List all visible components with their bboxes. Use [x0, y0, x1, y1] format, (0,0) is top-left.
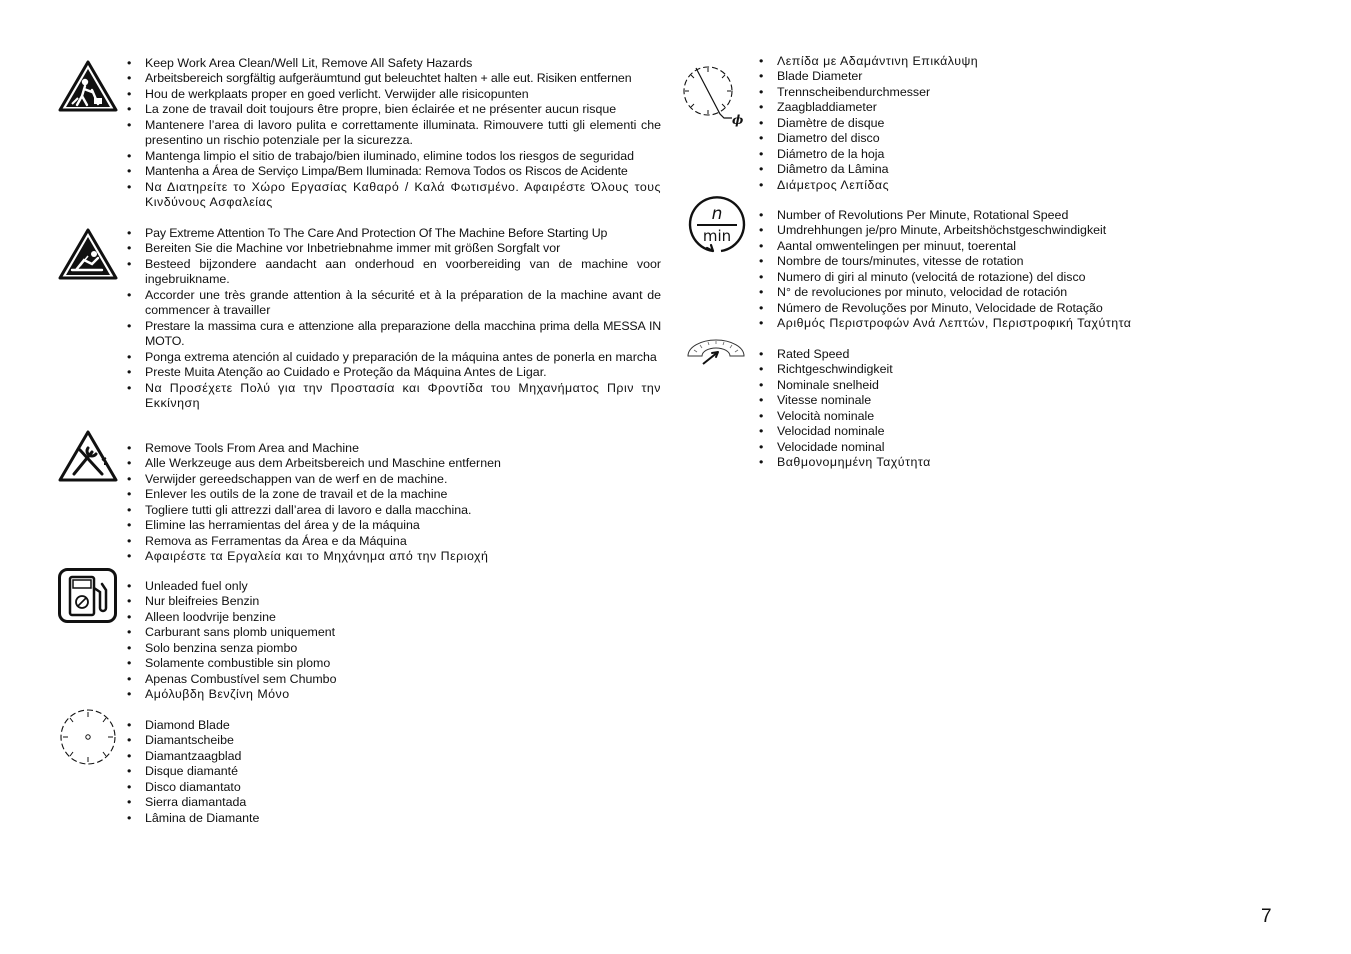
list-item: • Βαθμονομημένη Ταχύτητα	[759, 455, 1179, 470]
list-item: • Número de Revoluções por Minuto, Velocidade de Rotação	[759, 301, 1179, 316]
list-item: • Vitesse nominale	[759, 393, 1179, 408]
list-item: • Accorder une très grande attention à la sécurité et à la préparation de la machine avant de commencer à travailler	[127, 288, 661, 319]
list-item: • Diâmetro da Lâmina	[759, 162, 1179, 177]
section-machine-care	[127, 226, 661, 411]
revolutions-per-minute-icon	[687, 193, 747, 264]
list-item: • La zone de travail doit toujours être propre, bien éclairée et ne présenter aucun risque	[127, 102, 661, 117]
list-item: • Alle Werkzeuge aus dem Arbeitsbereich und Maschine entfernen	[127, 456, 661, 471]
list-item: • Sierra diamantada	[127, 795, 661, 810]
list-item: • Αφαιρέστε τα Εργαλεία και το Μηχάνημα από την Περιοχή	[127, 549, 661, 564]
list-item: • Velocidade nominal	[759, 440, 1179, 455]
list-item: • Diamantzaagblad	[127, 749, 661, 764]
list-item: • Λεπίδα με Αδαμάντινη Επικάλυψη	[759, 54, 1179, 69]
list-item: • Hou de werkplaats proper en goed verlicht. Verwijder alle risicopunten	[127, 87, 661, 102]
list-item: • Solamente combustible sin plomo	[127, 656, 661, 671]
blade-diameter-icon	[682, 62, 744, 133]
list-item: • Diámetro de la hoja	[759, 147, 1179, 162]
section-rated-speed	[759, 347, 1179, 471]
list-item: • Αμόλυβδη Βενζίνη Μόνο	[127, 687, 661, 702]
machine-care-warning-icon	[58, 228, 118, 285]
section-blade-diameter	[759, 54, 1179, 193]
list-item: • Velocidad nominale	[759, 424, 1179, 439]
list-item: • Pay Extreme Attention To The Care And Protection Of The Machine Before Starting Up	[127, 226, 661, 241]
list-item: • Arbeitsbereich sorgfältig aufgeräumtund gut beleuchtet halten + alle eut. Risiken entfernen	[127, 71, 661, 86]
list-item: • Numero di giri al minuto (velocitá de rotazione) del disco	[759, 270, 1179, 285]
list-item: • Togliere tutti gli attrezzi dall’area di lavoro e dalla macchina.	[127, 503, 661, 518]
list-item: • Διάμετρος Λεπίδας	[759, 178, 1179, 193]
list-item: • Bereiten Sie die Machine vor Inbetriebnahme immer mit größen Sorgfalt vor	[127, 241, 661, 256]
list-item: • Lâmina de Diamante	[127, 811, 661, 826]
diamond-blade-icon	[58, 708, 120, 773]
list-item: • Rated Speed	[759, 347, 1179, 362]
list-item: • Mantenere l’area di lavoro pulita e correttamente illuminata. Rimouvere tutti gli elementi che presentino un rischio potenziale per la sicurezza.	[127, 118, 661, 149]
list-item: • Diamètre de disque	[759, 116, 1179, 131]
list-item: • Trennscheibendurchmesser	[759, 85, 1179, 100]
list-item: • Disque diamanté	[127, 764, 661, 779]
list-item: • Preste Muita Atenção ao Cuidado e Proteção da Máquina Antes de Ligar.	[127, 365, 661, 380]
list-item: • Prestare la massima cura e attenzione alla preparazione della macchina prima della MESSA IN MOTO.	[127, 319, 661, 350]
section-work-area	[127, 56, 661, 211]
list-item: • Number of Revolutions Per Minute, Rotational Speed	[759, 208, 1179, 223]
list-item: • Alleen loodvrije benzine	[127, 610, 661, 625]
list-item: • Nominale snelheid	[759, 378, 1179, 393]
list-item: • Aantal omwentelingen per minuut, toerental	[759, 239, 1179, 254]
rated-speed-icon	[686, 336, 746, 375]
list-item: • Zaagbladdiameter	[759, 100, 1179, 115]
remove-tools-icon	[58, 430, 118, 487]
section-diamond-blade	[127, 718, 661, 826]
list-item: • Diamantscheibe	[127, 733, 661, 748]
list-item: • Umdrehhungen je/pro Minute, Arbeitshöchstgeschwindigkeit	[759, 223, 1179, 238]
list-item: • Solo benzina senza piombo	[127, 641, 661, 656]
work-area-hazard-icon	[58, 60, 118, 117]
diameter-symbol: ϕ	[732, 113, 744, 127]
section-remove-tools	[127, 441, 661, 565]
section-unleaded-fuel	[127, 579, 661, 703]
list-item: • Mantenga limpio el sitio de trabajo/bien iluminado, elimine todos los riesgos de seguridad	[127, 149, 661, 164]
list-item: • Mantenha a Área de Serviço Limpa/Bem Iluminada: Remova Todos os Riscos de Acidente	[127, 164, 661, 179]
list-item: • Verwijder gereedschappen van de werf en de machine.	[127, 472, 661, 487]
list-item: • Keep Work Area Clean/Well Lit, Remove All Safety Hazards	[127, 56, 661, 71]
list-item: • Disco diamantato	[127, 780, 661, 795]
list-item: • Carburant sans plomb uniquement	[127, 625, 661, 640]
rpm-denominator: min	[702, 227, 732, 245]
list-item: • N° de revoluciones por minuto, velocidad de rotación	[759, 285, 1179, 300]
list-item: • Diamond Blade	[127, 718, 661, 733]
list-item: • Elimine las herramientas del área y de la máquina	[127, 518, 661, 533]
list-item: • Nombre de tours/minutes, vitesse de rotation	[759, 254, 1179, 269]
list-item: • Richtgeschwindigkeit	[759, 362, 1179, 377]
list-item: • Να Προσέχετε Πολύ για την Προστασία και Φροντίδα του Μηχανήματος Πριν την Εκκίνηση	[127, 381, 661, 412]
rpm-numerator: n	[711, 204, 723, 224]
list-item: • Nur bleifreies Benzin	[127, 594, 661, 609]
list-item: • Αριθμός Περιστροφών Ανά Λεπτών, Περιστροφική Ταχύτητα	[759, 316, 1179, 331]
list-item: • Να Διατηρείτε το Χώρο Εργασίας Καθαρό / Καλά Φωτισμένο. Αφαιρέστε Όλους τους Κινδύνους Ασφαλείας	[127, 180, 661, 211]
list-item: • Unleaded fuel only	[127, 579, 661, 594]
list-item: • Blade Diameter	[759, 69, 1179, 84]
list-item: • Remova as Ferramentas da Área e da Máquina	[127, 534, 661, 549]
list-item: • Diametro del disco	[759, 131, 1179, 146]
section-rpm	[759, 208, 1179, 332]
list-item: • Ponga extrema atención al cuidado y preparación de la máquina antes de ponerla en marcha	[127, 350, 661, 365]
page-number: 7	[1261, 906, 1272, 927]
list-item: • Besteed bijzondere aandacht aan onderhoud en voorbereiding van de machine voor ingebruikname.	[127, 257, 661, 288]
unleaded-fuel-icon	[58, 568, 118, 629]
list-item: • Remove Tools From Area and Machine	[127, 441, 661, 456]
list-item: • Velocità nominale	[759, 409, 1179, 424]
list-item: • Enlever les outils de la zone de travail et de la machine	[127, 487, 661, 502]
list-item: • Apenas Combustível sem Chumbo	[127, 672, 661, 687]
